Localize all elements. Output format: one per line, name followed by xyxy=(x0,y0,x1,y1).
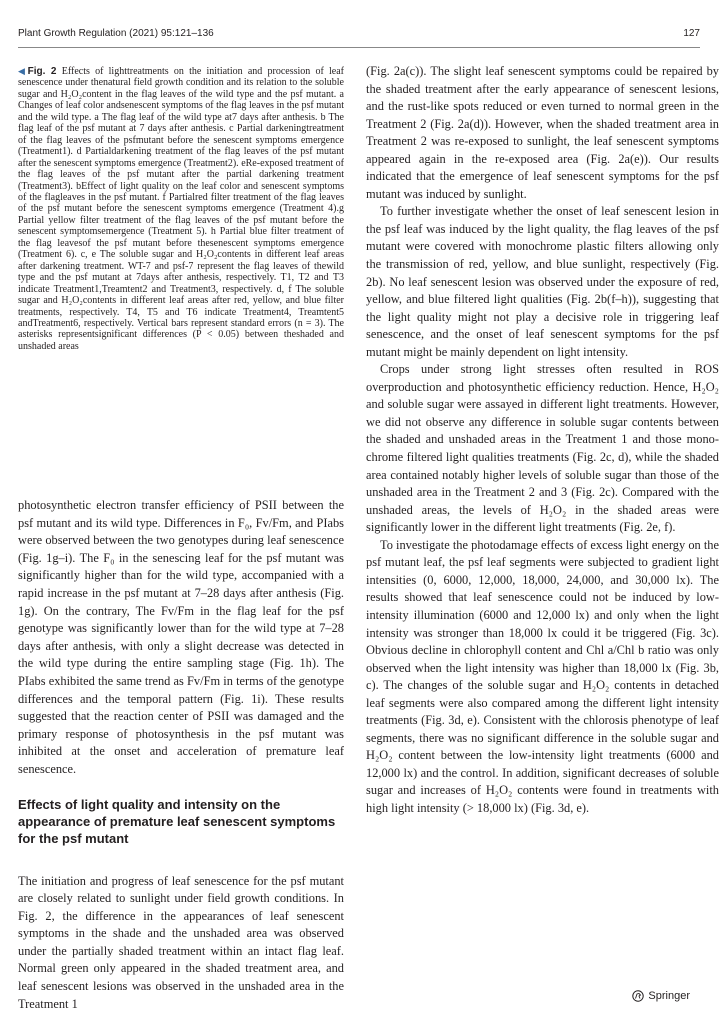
journal-citation: Plant Growth Regulation (2021) 95:121–136 xyxy=(18,28,214,39)
paragraph: photosynthetic electron transfer efficiency of PSII between the psf mutant and its wild type. Differences in F₀, Fv/Fm, and PIabs were observed between the two genotypes during leaf senescence (Fig. 1g–i). The F₀ in the senescing leaf for the psf mutant was significantly higher than for the wild type, accompanied with a rapid increase in the psf mutant at 7–28 days after anthesis (Fig. 1g). On the contrary, The Fv/Fm in the flag leaf for the psf genotype was significantly lower than for the wild type at 7–28 days after anthesis, with only a slight decrease was detected in the wild type during the entire sampling stage (Fig. 1h). The PIabs exhibited the same trend as Fv/Fm in terms of the genotype differences and the temporal pattern (Fig. 1i). These results suggested that the reaction center of PSII was damaged and the primary response of photosynthesis in the psf mutant was inhibited at the onset and acceleration of premature leaf senescence. xyxy=(18,498,344,776)
running-header xyxy=(18,28,700,44)
header-divider xyxy=(18,47,700,48)
paragraph: To further investigate whether the onset of leaf senescent lesion in the psf leaf was induced by the light quality, the flag leaves of the psf mutant were covered with monochrome plastic filters allowing only the transmission of red, yellow, and blue sunlight, respectively (Fig. 2b). No leaf senescent lesion was observed under the exposure of red, yellow, and blue filtered light qualities (Fig. 2b(f–h)), suggesting that the light quality might not play a decisive role in triggering leaf senescence, and the onset of leaf senescent symptoms for the psf mutant might be mainly dependent on light intensity. xyxy=(366,204,719,359)
paragraph: To investigate the photodamage effects of excess light energy on the psf mutant leaf, the psf leaf segments were subjected to gradient light intensities (0, 6000, 12,000, 18,000, 24,000, and 30,000 lx). The results showed that leaf senescence could not be induced by low-intensity illumination (6000 and 12,000 lx) and only when the light intensity was stronger than 18,000 lx could it be triggered (Fig. 3c). Obvious decline in chlorophyll content and Chl a/Chl b ratio was only observed when the light intensity was higher than 18,000 lx (Fig. 3b, c). The changes of the soluble sugar and H₂O₂ contents in detached leaf segments were also compared among the different light intensity treatments (Fig. 3d, e). Consistent with the chlorosis phenotype of leaf segments, there was no significant difference in the soluble sugar and H₂O₂ content between the low-intensity light treatments (6000 and 12,000 lx) and the control. In addition, significant decreases of soluble sugar and increases of H₂O₂ contents were found in treatments with high light intensity (> 18,000 lx) (Fig. 3d, e). xyxy=(366,537,719,815)
paragraph: (Fig. 2a(c)). The slight leaf senescent symptoms could be repaired by the shaded treatment after the early appearance of senescent lesions, and the rust-like spots reduced or even turned to normal green in the Treatment 2 (Fig. 2a(d)). However, when the shaded treatment area in Treatment 2 was re-exposed to sunlight, the leaf senescent symptoms appeared again in the re-exposed area (Fig. 2a(e)). Our results indicated that the emergence of leaf senescent symptoms for the psf mutant was induced by sunlight. xyxy=(366,64,719,201)
paragraph: Crops under strong light stresses often resulted in ROS overproduction and photosynthetic efficiency reduction. Hence, H₂O₂ and soluble sugar were assayed in different light treatments. However, we did not observe any difference in soluble sugar contents between the shaded and unshaded areas in the Treatment 1 and those mono-chrome filtered light qualities treatments (Fig. 2c, d), while the shaded area contained notably higher levels of soluble sugar than those of the unshaded area in the Treatment 2 and 3 (Fig. 2c). Compared with the unshaded areas, the levels of H₂O₂ in the shaded areas were significantly lower in the different light treatments (Fig. 2e, f). xyxy=(366,362,719,535)
paragraph: The initiation and progress of leaf senescence for the psf mutant are closely related to sunlight under field growth conditions. In Fig. 2, the difference in the appearances of leaf senescent symptoms in the shade and the unshaded area was observed under the partially shaded treatment within an intact flag leaf. Normal green only appeared in the shaded treatment area, and leaf senescent lesions was observed in the unshaded area in the Treatment 1 xyxy=(18,873,344,1011)
caption-text: Effects of lighttreatments on the initiation and procession of leaf senescence under thenatural field growth condition and its relation to the soluble sugar and H₂O₂content in the flag leaves of the wild type and the psf mutant. a Changes of leaf color andsenescent symptoms of the flag leaves in the psf mutant and the wild type. a The flag leaf of the wild type at7 days after anthesis. b The flag leaf of the psf mutant at 7 days after anthesis. c Partial darkeningtreatment of the flag leaves of the psfmutant before the senescent symptoms emergence (Treatment1). d Partialdarkening treatment of the flag leaves of the psf mutant after the senescent symptoms emergence (Treatment2). eRe-exposed treatment of the flag leaves of the psf mutant after the partial darkening treatment (Treatment3). bEffect of light quality on the leaf color and senescent symptoms of the flagleaves in the psf mutant. f Partialred filter treatment of the flag leaves of the psf mutant before the senescent symptoms emergence (Treatment 4).g Partial yellow filter treatment of the flag leaves of the psf mutant before the senescent symptomsemergence (Treatment 5). h Partial blue filter treatment of the flag leavesof the psf mutant before thesenescent symptoms emergence (Treatment 6). c, e The soluble sugar and H₂O₂contents in different leaf areas after darkening treatment. WT-7 and psf-7 represent the flag leaves of thewild type and the psf mutant at 7days after anthesis, respectively. T1, T2 and T3 indicate Treatment1,Treamtent2 and Treatment3, respectively. d, f The soluble sugar and H₂O₂contents in different leaf areas after red, yellow, and blue filter treatments, respectively. T4, T5 and T6 indicate Treatment4, Treamtent5 andTreatment6, respectively. Vertical bars represent standard errors (n = 3). The asterisks representsignificant differences (P < 0.05) between theshaded and unshaded areas xyxy=(18,66,345,352)
right-column xyxy=(366,63,719,818)
publisher-name: Springer xyxy=(648,990,690,1002)
springer-horse-icon xyxy=(632,990,644,1002)
figure-caption xyxy=(18,66,344,352)
figure-label[interactable]: Fig. 2 xyxy=(27,66,57,77)
left-column-body xyxy=(18,497,344,1013)
section-heading: Effects of light quality and intensity on the appearance of premature leaf senescent symptoms for the psf mutant xyxy=(18,796,336,846)
back-arrow-icon[interactable]: ◀ xyxy=(18,66,28,76)
publisher-logo xyxy=(632,990,690,1002)
page-number: 127 xyxy=(683,28,700,39)
